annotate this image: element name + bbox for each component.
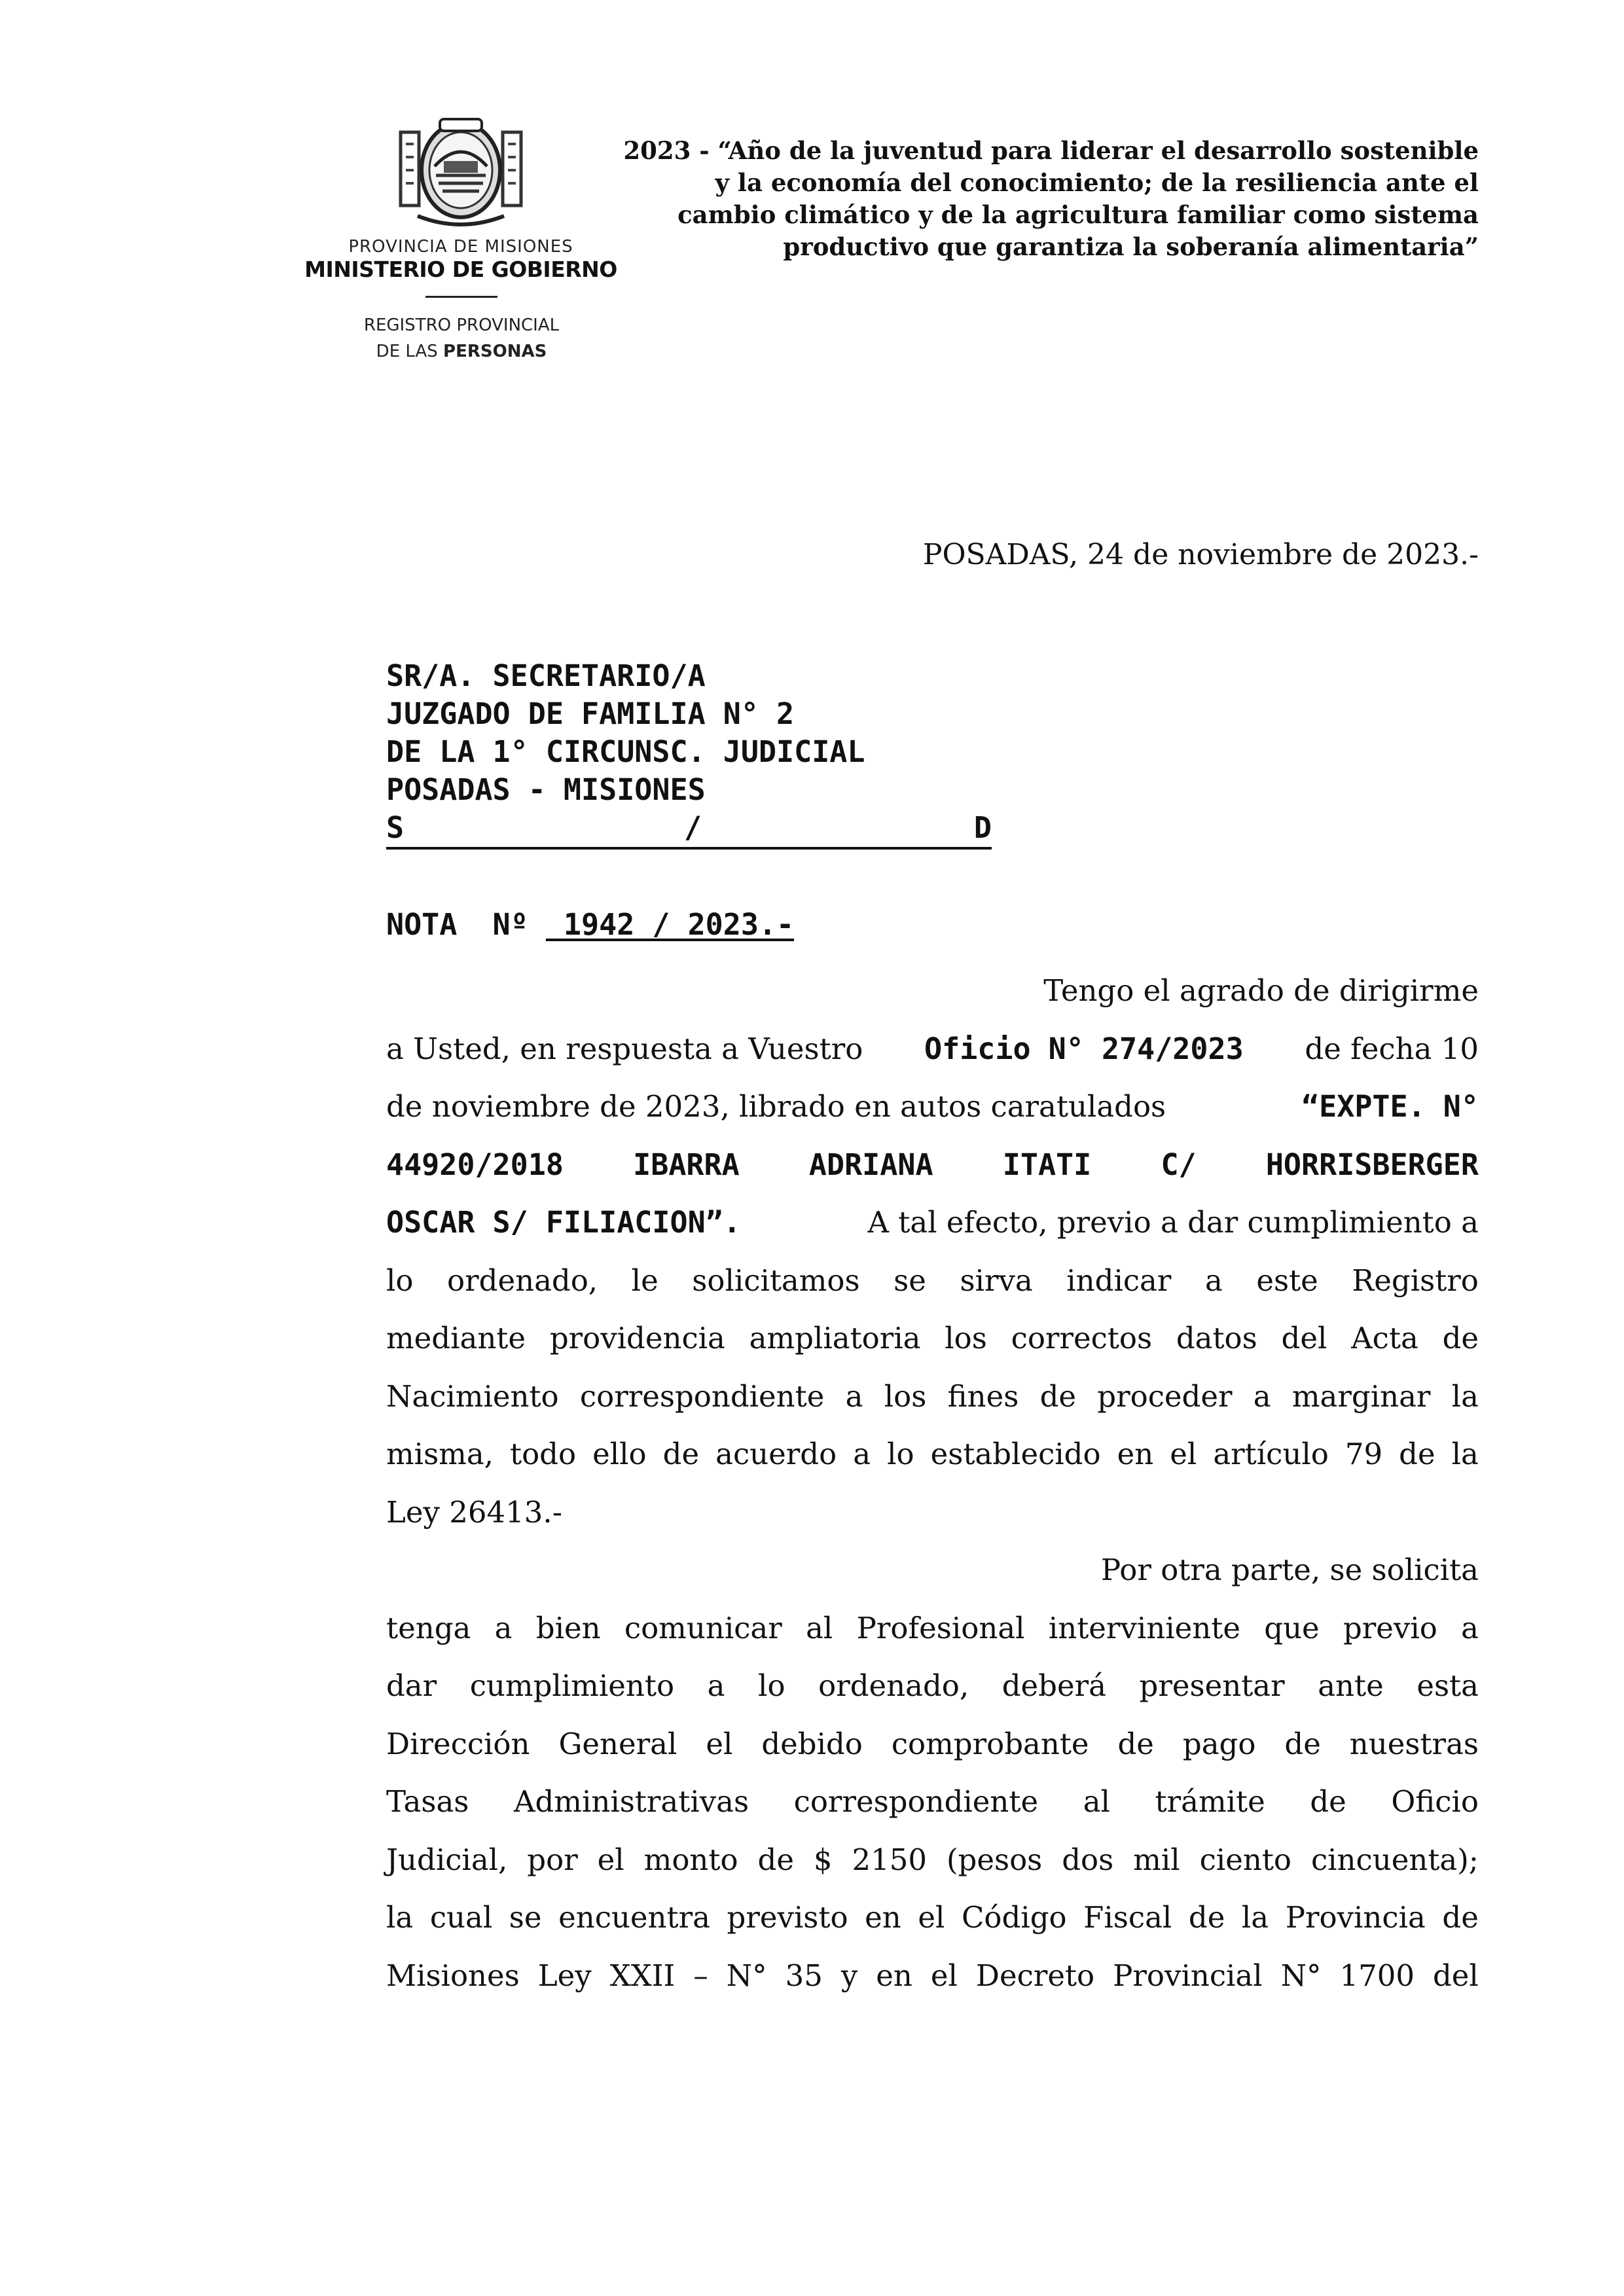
addressee-line: DE LA 1° CIRCUNSC. JUDICIAL (386, 734, 865, 769)
body-word: este (1256, 1263, 1318, 1298)
body-word: de (1039, 1378, 1077, 1414)
body-word: de (1117, 1726, 1154, 1761)
body-word: de (1442, 1321, 1479, 1355)
body-line: Tengo el agrado de dirigirme (1043, 973, 1479, 1008)
body-word: – (693, 1958, 708, 1993)
body-word: esta (1416, 1668, 1479, 1703)
body-line (386, 1715, 1479, 1774)
body-word: Oficio (1391, 1784, 1479, 1819)
body-word: de (1284, 1726, 1321, 1761)
body-line: Ley 26413.- (386, 1494, 562, 1530)
body-word: a (707, 1668, 725, 1703)
body-word: 35 (785, 1958, 823, 1993)
body-word: la (1451, 1437, 1479, 1471)
body-word: solicitamos (692, 1263, 860, 1298)
body-word: Misiones (386, 1958, 520, 1993)
ministry-name: MINISTERIO DE GOBIERNO (304, 257, 617, 282)
body-word: lo (386, 1263, 414, 1298)
body-line (386, 1252, 1479, 1310)
body-word: todo (510, 1437, 577, 1471)
body-word: los (945, 1321, 987, 1355)
body-word: presentar (1139, 1668, 1285, 1703)
addressee-block (386, 657, 995, 850)
body-word: previsto (727, 1900, 848, 1935)
body-word: de (757, 1842, 794, 1877)
oficio-reference: Oficio N° 274/2023 (924, 1031, 1244, 1066)
body-line (386, 1136, 1479, 1194)
case-reference-start: “EXPTE. N° (1301, 1089, 1479, 1124)
body-word: el (918, 1900, 945, 1935)
note-number-value: 1942 / 2023.- (545, 907, 795, 942)
body-word: que (1264, 1610, 1320, 1645)
body-word: Ley (537, 1958, 592, 1993)
body-word: ciento (1199, 1842, 1291, 1877)
body-word: de (662, 1437, 700, 1471)
body-word: bien (535, 1610, 601, 1645)
body-word: el (1170, 1437, 1197, 1471)
letter-body (386, 962, 1479, 2005)
body-word: comprobante (891, 1726, 1089, 1761)
body-word: de (1188, 1900, 1225, 1935)
body-word: Código (961, 1900, 1067, 1935)
body-word: la (386, 1900, 414, 1935)
case-reference-end: OSCAR S/ FILIACION”. (386, 1205, 741, 1240)
body-word: monto (643, 1842, 738, 1877)
addressee-line: SR/A. SECRETARIO/A (386, 658, 706, 693)
body-word: correctos (1011, 1321, 1153, 1355)
body-word: artículo (1213, 1437, 1329, 1471)
place-and-date: POSADAS, 24 de noviembre de 2023.- (922, 538, 1479, 571)
body-word: Tasas (386, 1784, 469, 1819)
body-word: dar (386, 1668, 437, 1703)
body-word: HORRISBERGER (1265, 1147, 1479, 1182)
body-word: la (1451, 1378, 1479, 1414)
body-word: a (1461, 1610, 1479, 1645)
body-word: el (930, 1958, 958, 1993)
body-word: misma, (386, 1437, 494, 1471)
body-word: a (853, 1437, 871, 1471)
body-word: se (509, 1900, 542, 1935)
body-word: providencia (549, 1321, 725, 1355)
body-word: por (527, 1842, 578, 1877)
body-word: ordenado, (818, 1668, 969, 1703)
body-word: mediante (386, 1321, 526, 1355)
body-word: de (1399, 1437, 1435, 1471)
body-word: Nacimiento (386, 1378, 559, 1414)
body-word: 79 (1344, 1437, 1383, 1471)
body-word: correspondiente (793, 1784, 1039, 1819)
body-line (386, 1831, 1479, 1890)
body-word: tenga (386, 1610, 471, 1645)
body-word: del (1281, 1321, 1327, 1355)
body-word: en (865, 1900, 901, 1935)
addressee-line: JUZGADO DE FAMILIA N° 2 (386, 696, 795, 731)
body-word: al (1083, 1784, 1110, 1819)
body-word: Registro (1352, 1263, 1479, 1298)
body-word: pago (1182, 1726, 1256, 1761)
body-word: General (558, 1726, 677, 1761)
body-word: lo (887, 1437, 914, 1471)
body-word: los (884, 1378, 927, 1414)
body-word: 1700 (1339, 1958, 1415, 1993)
body-word: C/ (1161, 1147, 1197, 1182)
body-word: lo (758, 1668, 785, 1703)
body-word: a (1253, 1378, 1271, 1414)
body-word: ante (1318, 1668, 1384, 1703)
body-word: al (806, 1610, 833, 1645)
body-word: acuerdo (715, 1437, 837, 1471)
body-word: Decreto (975, 1958, 1095, 1993)
motto-line: 2023 - “Año de la juventud para liderar el desarrollo sostenible (623, 136, 1479, 165)
body-word: (pesos (947, 1842, 1043, 1877)
sd-right: D (973, 810, 992, 845)
body-line: Por otra parte, se solicita (1100, 1552, 1479, 1587)
motto-line: cambio climático y de la agricultura familiar como sistema (677, 200, 1479, 229)
province-name: PROVINCIA DE MISIONES (348, 237, 573, 257)
body-word: correspondiente (579, 1378, 825, 1414)
body-line: a Usted, en respuesta a Vuestro Oficio N° 274/2023 de fecha 10 (386, 1020, 1479, 1079)
body-line (386, 1310, 1479, 1368)
body-word: ADRIANA (808, 1147, 933, 1182)
body-line: de noviembre de 2023, librado en autos caratulados “EXPTE. N° (386, 1078, 1479, 1136)
ministry-divider (425, 296, 497, 298)
body-line (386, 1947, 1479, 2005)
body-word: proceder (1097, 1378, 1233, 1414)
body-word: el (706, 1726, 733, 1761)
body-word: Provincial (1113, 1958, 1263, 1993)
body-word: a (845, 1378, 863, 1414)
body-word: mil (1133, 1842, 1180, 1877)
motto-line: y la economía del conocimiento; de la resiliencia ante el (715, 168, 1479, 197)
body-word: N° (1280, 1958, 1322, 1993)
body-line (386, 1368, 1479, 1426)
body-word: trámite (1155, 1784, 1265, 1819)
body-word: N° (726, 1958, 767, 1993)
note-number: NOTA Nº 1942 / 2023.- (386, 907, 795, 942)
body-word: y (840, 1958, 858, 1993)
body-word: ampliatoria (749, 1321, 921, 1355)
body-word: Profesional (856, 1610, 1025, 1645)
provincia-de-misiones-seal-icon (398, 118, 524, 230)
body-word: la (1241, 1900, 1269, 1935)
motto-line: productivo que garantiza la soberanía alimentaria” (783, 232, 1479, 261)
body-word: 2150 (852, 1842, 928, 1877)
body-line (386, 1657, 1479, 1715)
body-word: a (1204, 1263, 1223, 1298)
body-word: de (1310, 1784, 1346, 1819)
body-word: IBARRA (633, 1147, 740, 1182)
body-word: sirva (960, 1263, 1033, 1298)
body-word: se (893, 1263, 926, 1298)
body-word: Acta (1351, 1321, 1418, 1355)
body-word: en (876, 1958, 912, 1993)
body-word: Dirección (386, 1726, 530, 1761)
body-word: debido (761, 1726, 863, 1761)
body-word: ordenado, (447, 1263, 598, 1298)
body-word: del (1433, 1958, 1479, 1993)
body-word: datos (1176, 1321, 1257, 1355)
body-word: fines (947, 1378, 1019, 1414)
body-word: deberá (1001, 1668, 1106, 1703)
body-word: $ (813, 1842, 833, 1877)
body-word: ello (592, 1437, 647, 1471)
body-word: nuestras (1349, 1726, 1479, 1761)
body-word: de (1442, 1900, 1479, 1935)
body-line (386, 1600, 1479, 1658)
body-word: ITATI (1002, 1147, 1092, 1182)
body-word: previo (1343, 1610, 1437, 1645)
body-word: el (597, 1842, 624, 1877)
body-line (386, 1426, 1479, 1484)
body-word: encuentra (558, 1900, 710, 1935)
body-line: OSCAR S/ FILIACION”. A tal efecto, previo a dar cumplimiento a (386, 1194, 1479, 1252)
registry-name-line1: REGISTRO PROVINCIAL (363, 315, 560, 335)
body-word: Provincia (1285, 1900, 1426, 1935)
body-word: interviniente (1048, 1610, 1240, 1645)
body-word: indicar (1066, 1263, 1172, 1298)
body-word: cincuenta); (1310, 1842, 1479, 1877)
year-motto (562, 135, 1479, 263)
body-word: Judicial, (386, 1842, 508, 1877)
body-word: dos (1062, 1842, 1114, 1877)
body-word: 44920/2018 (386, 1147, 564, 1182)
body-word: establecido (930, 1437, 1101, 1471)
addressee-line: POSADAS - MISIONES (386, 772, 706, 807)
body-word: a (494, 1610, 513, 1645)
sd-left: S (386, 810, 405, 845)
body-word: Fiscal (1083, 1900, 1172, 1935)
registry-name-line2: DE LAS PERSONAS (376, 342, 547, 361)
body-word: comunicar (624, 1610, 782, 1645)
body-line (386, 1889, 1479, 1947)
body-line (386, 1773, 1479, 1831)
body-word: Administrativas (513, 1784, 749, 1819)
body-word: en (1117, 1437, 1154, 1471)
body-word: cumplimiento (469, 1668, 675, 1703)
body-word: XXII (609, 1958, 676, 1993)
body-word: cual (429, 1900, 493, 1935)
addressee-sd-line (386, 809, 992, 850)
body-word: marginar (1291, 1378, 1431, 1414)
sd-mid: / (684, 810, 702, 845)
body-word: le (631, 1263, 659, 1298)
